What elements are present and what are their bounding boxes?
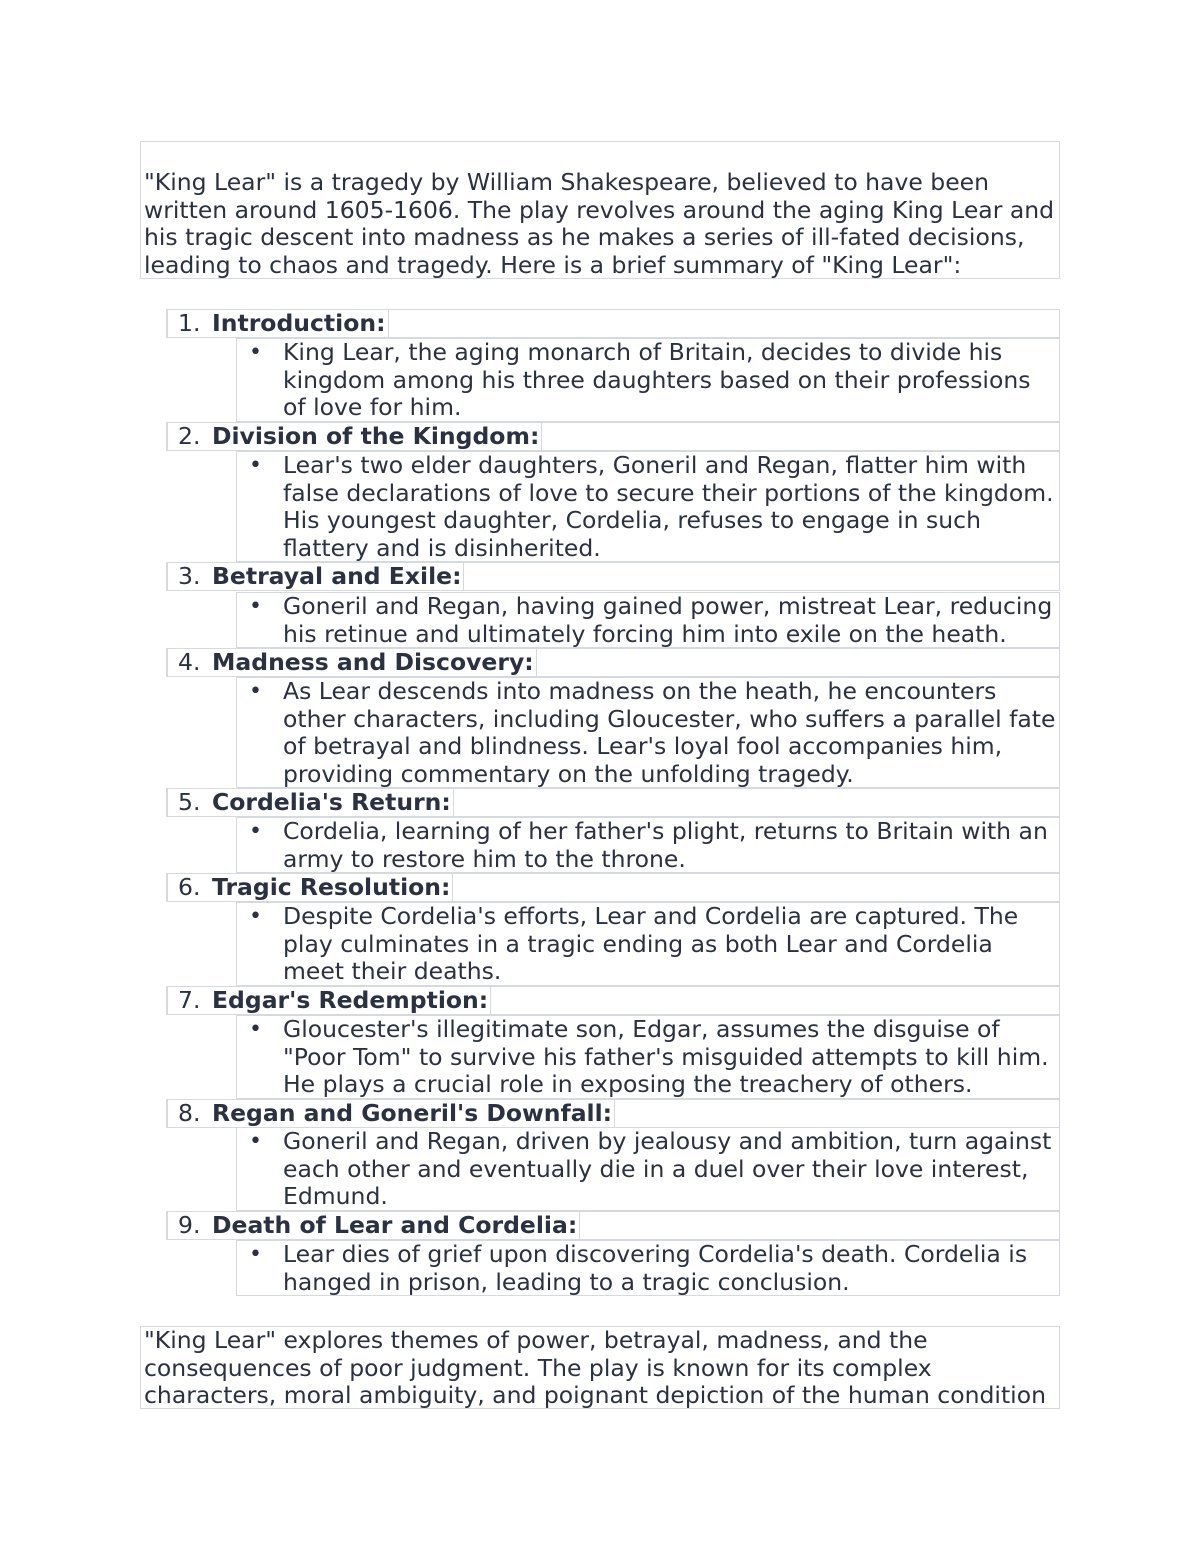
section-heading — [166, 873, 1060, 902]
section-heading — [166, 422, 1060, 451]
section-heading — [166, 788, 1060, 817]
section-title: Madness and Discovery: — [212, 648, 534, 676]
list-item — [236, 451, 1060, 562]
bullet-icon: • — [249, 340, 262, 365]
list-item — [236, 592, 1060, 648]
section-heading-label — [167, 1211, 580, 1240]
section-number: 4. — [178, 648, 201, 676]
list-item — [236, 817, 1060, 873]
bullet-icon: • — [249, 679, 262, 704]
list-item — [236, 1015, 1060, 1099]
section-title: Death of Lear and Cordelia: — [212, 1211, 578, 1239]
list-item — [236, 677, 1060, 788]
section-number: 5. — [178, 788, 201, 816]
section-number: 1. — [178, 309, 201, 337]
section-number: 2. — [178, 422, 201, 450]
section-heading-label — [167, 648, 537, 677]
section-text: As Lear descends into madness on the heath, he encounters other characters, including Gloucester, who suffers a parallel fate of betrayal and blindness. Lear's loyal fool accompanies him, providing commentary on the unfolding tragedy. — [283, 677, 1056, 788]
section-heading-label — [167, 873, 453, 902]
section-title: Betrayal and Exile: — [212, 562, 462, 590]
bullet-icon: • — [249, 594, 262, 619]
section-number: 8. — [178, 1099, 201, 1127]
section-text: Goneril and Regan, driven by jealousy and ambition, turn against each other and eventually die in a duel over their love interest, Edmund. — [283, 1127, 1052, 1210]
section-title: Regan and Goneril's Downfall: — [212, 1099, 613, 1127]
section-title: Division of the Kingdom: — [212, 422, 540, 450]
section-heading-label — [167, 309, 389, 338]
section-heading-label — [167, 1099, 615, 1128]
bullet-icon: • — [249, 1017, 262, 1042]
section-title: Edgar's Redemption: — [212, 986, 489, 1014]
section-heading — [166, 1211, 1060, 1240]
section-title: Cordelia's Return: — [212, 788, 451, 816]
list-item — [236, 338, 1060, 422]
list-item — [236, 1240, 1060, 1296]
list-item — [236, 1127, 1060, 1211]
section-text: Gloucester's illegitimate son, Edgar, assumes the disguise of "Poor Tom" to survive his father's misguided attempts to kill him. He plays a crucial role in exposing the treachery of others. — [283, 1015, 1049, 1098]
intro-paragraph: "King Lear" is a tragedy by William Shakespeare, believed to have been written around 1605-1606. The play revolves around the aging King Lear and his tragic descent into madness as he makes a series of ill-fated decisions, leading to chaos and tragedy. Here is a brief summary of "King Lear": — [140, 141, 1060, 279]
section-text: King Lear, the aging monarch of Britain, decides to divide his kingdom among his three daughters based on their professions of love for him. — [283, 338, 1031, 421]
bullet-icon: • — [249, 453, 262, 478]
section-heading-label — [167, 422, 542, 451]
section-text: Goneril and Regan, having gained power, mistreat Lear, reducing his retinue and ultimately forcing him into exile on the heath. — [283, 592, 1053, 648]
section-title: Introduction: — [212, 309, 386, 337]
section-title: Tragic Resolution: — [212, 873, 451, 901]
section-heading — [166, 1099, 1060, 1128]
section-text: Despite Cordelia's efforts, Lear and Cordelia are captured. The play culminates in a tragic ending as both Lear and Cordelia meet their deaths. — [283, 902, 1019, 985]
section-heading — [166, 309, 1060, 338]
section-heading — [166, 986, 1060, 1015]
section-text: Lear's two elder daughters, Goneril and Regan, flatter him with false declarations of love to secure their portions of the kingdom. His youngest daughter, Cordelia, refuses to engage in such flattery and is disinherited. — [283, 451, 1054, 562]
list-item — [236, 902, 1060, 986]
section-text: Lear dies of grief upon discovering Cordelia's death. Cordelia is hanged in prison, leading to a tragic conclusion. — [283, 1240, 1028, 1296]
section-number: 3. — [178, 562, 201, 590]
section-heading-label — [167, 788, 454, 817]
section-heading-label — [167, 562, 464, 591]
bullet-icon: • — [249, 1129, 262, 1154]
bullet-icon: • — [249, 904, 262, 929]
section-number: 7. — [178, 986, 201, 1014]
section-number: 6. — [178, 873, 201, 901]
section-number: 9. — [178, 1211, 201, 1239]
bullet-icon: • — [249, 1242, 262, 1267]
bullet-icon: • — [249, 819, 262, 844]
section-heading — [166, 562, 1060, 591]
section-heading-label — [167, 986, 491, 1015]
section-text: Cordelia, learning of her father's plight, returns to Britain with an army to restore him to the throne. — [283, 817, 1048, 873]
section-heading — [166, 648, 1060, 677]
closing-paragraph: "King Lear" explores themes of power, betrayal, madness, and the consequences of poor judgment. The play is known for its complex characters, moral ambiguity, and poignant depiction of the human condition — [140, 1326, 1060, 1409]
